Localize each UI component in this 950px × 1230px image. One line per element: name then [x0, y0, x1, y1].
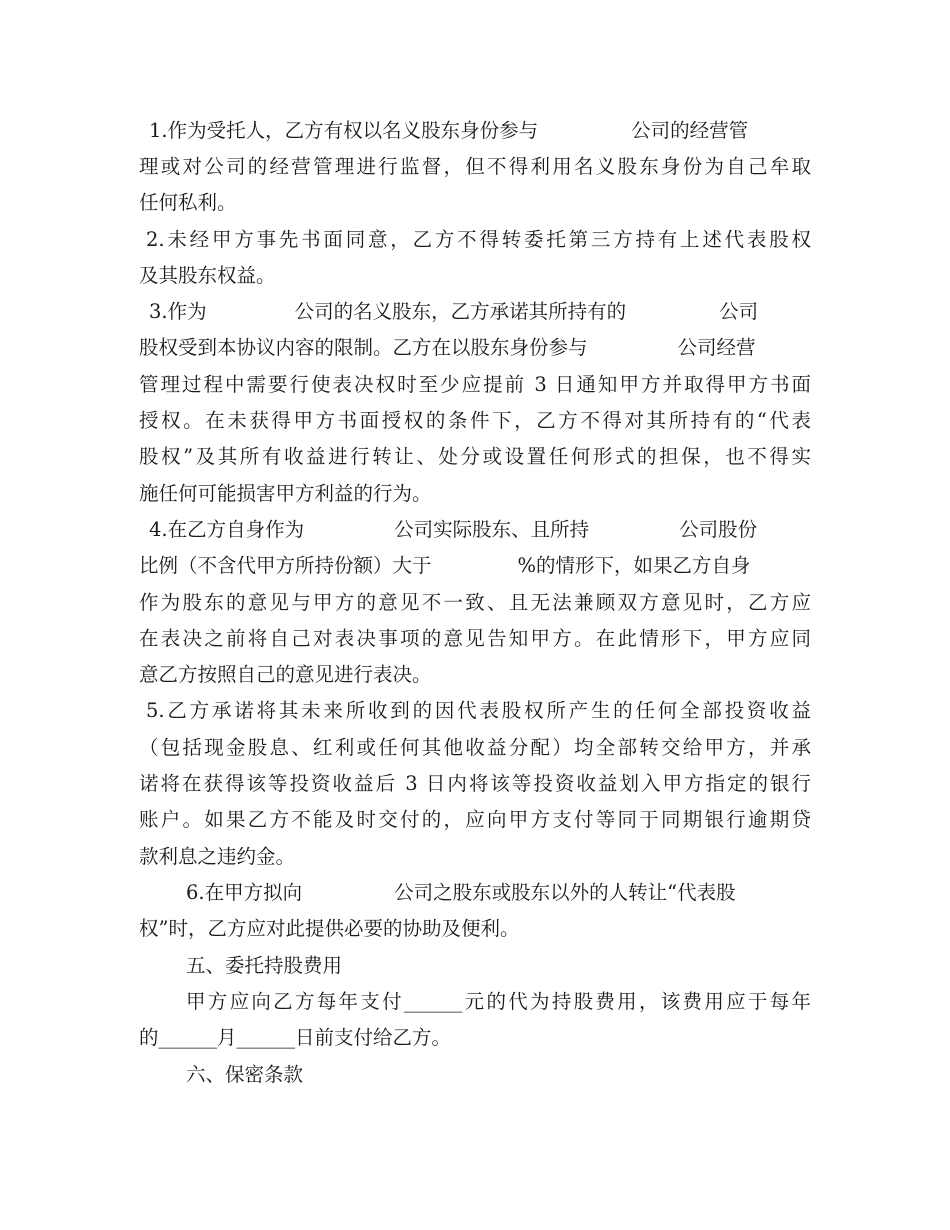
section-5-heading: 五、委托持股费用 [186, 954, 343, 977]
clause-3-line-5: 股权”及其所有收益进行转让、处分或设置任何形式的担保，也不得实 [139, 445, 811, 468]
clause-4-text-b: 公司实际股东、且所持 [394, 518, 590, 541]
clause-2-line-1: 2.未经甲方事先书面同意，乙方不得转委托第三方持有上述代表股权 [146, 228, 811, 251]
clause-6-line-1 [186, 876, 811, 910]
clause-5-line-5: 款利息之违约金。 [139, 845, 296, 868]
clause-4-line-3: 作为股东的意见与甲方的意见不一致、且无法兼顾双方意见时，乙方应 [139, 591, 811, 614]
clause-3-line-1 [149, 295, 811, 329]
clause-4-line-1 [149, 513, 811, 547]
clause-1-text-a: 1.作为受托人，乙方有权以名义股东身份参与 [149, 119, 539, 142]
clause-4-text-c: 公司股份 [679, 518, 758, 541]
clause-4-line-2 [139, 549, 811, 583]
clause-4-line-5: 意乙方按照自己的意见进行表决。 [139, 663, 432, 686]
clause-6-text-b: 公司之股东或股东以外的人转让“代表股 [394, 881, 736, 904]
clause-3-line-2 [139, 331, 811, 365]
clause-3-line-6: 施任何可能损害甲方利益的行为。 [139, 482, 432, 505]
clause-5-line-3: 诺将在获得该等投资收益后 3 日内将该等投资收益划入甲方指定的银行 [139, 772, 811, 795]
clause-5-line-2: （包括现金股息、红利或任何其他收益分配）均全部转交给甲方，并承 [139, 736, 811, 759]
clause-3-text-b: 公司的名义股东，乙方承诺其所持有的 [294, 300, 627, 323]
clause-4-text-a: 4.在乙方自身作为 [149, 518, 305, 541]
clause-1-line-2: 理或对公司的经营管理进行监督，但不得利用名义股东身份为自己牟取 [139, 155, 811, 178]
clause-3-text-d: 股权受到本协议内容的限制。乙方在以股东身份参与 [139, 336, 588, 359]
clause-1-line-3: 任何私利。 [139, 191, 237, 214]
clause-1-text-b: 公司的经营管 [631, 119, 749, 142]
clause-2-line-2: 及其股东权益。 [139, 264, 276, 287]
clause-5-line-4: 账户。如果乙方不能及时交付的，应向甲方支付等同于同期银行逾期贷 [139, 808, 811, 831]
clause-4-text-d: 比例（不含代甲方所持份额）大于 [139, 554, 432, 577]
section-5-line-2: 的______月______日前支付给乙方。 [139, 1026, 452, 1049]
section-5-line-1: 甲方应向乙方每年支付______元的代为持股费用，该费用应于每年 [186, 990, 811, 1013]
clause-1-line-1 [149, 114, 811, 148]
clause-6-text-a: 6.在甲方拟向 [186, 881, 303, 904]
clause-3-text-a: 3.作为 [149, 300, 207, 323]
clause-3-line-4: 授权。在未获得甲方书面授权的条件下，乙方不得对其所持有的“代表 [139, 409, 811, 432]
clause-3-text-c: 公司 [719, 300, 759, 323]
clause-4-text-e: %的情形下，如果乙方自身 [517, 554, 751, 577]
clause-5-line-1: 5.乙方承诺将其未来所收到的因代表股权所产生的任何全部投资收益 [146, 699, 811, 722]
section-6-heading: 六、保密条款 [186, 1063, 304, 1086]
clause-6-line-2: 权”时，乙方应对此提供必要的协助及便利。 [139, 917, 520, 940]
clause-3-line-3: 管理过程中需要行使表决权时至少应提前 3 日通知甲方并取得甲方书面 [139, 373, 811, 396]
clause-4-line-4: 在表决之前将自己对表决事项的意见告知甲方。在此情形下，甲方应同 [139, 627, 811, 650]
clause-3-text-e: 公司经营 [677, 336, 756, 359]
